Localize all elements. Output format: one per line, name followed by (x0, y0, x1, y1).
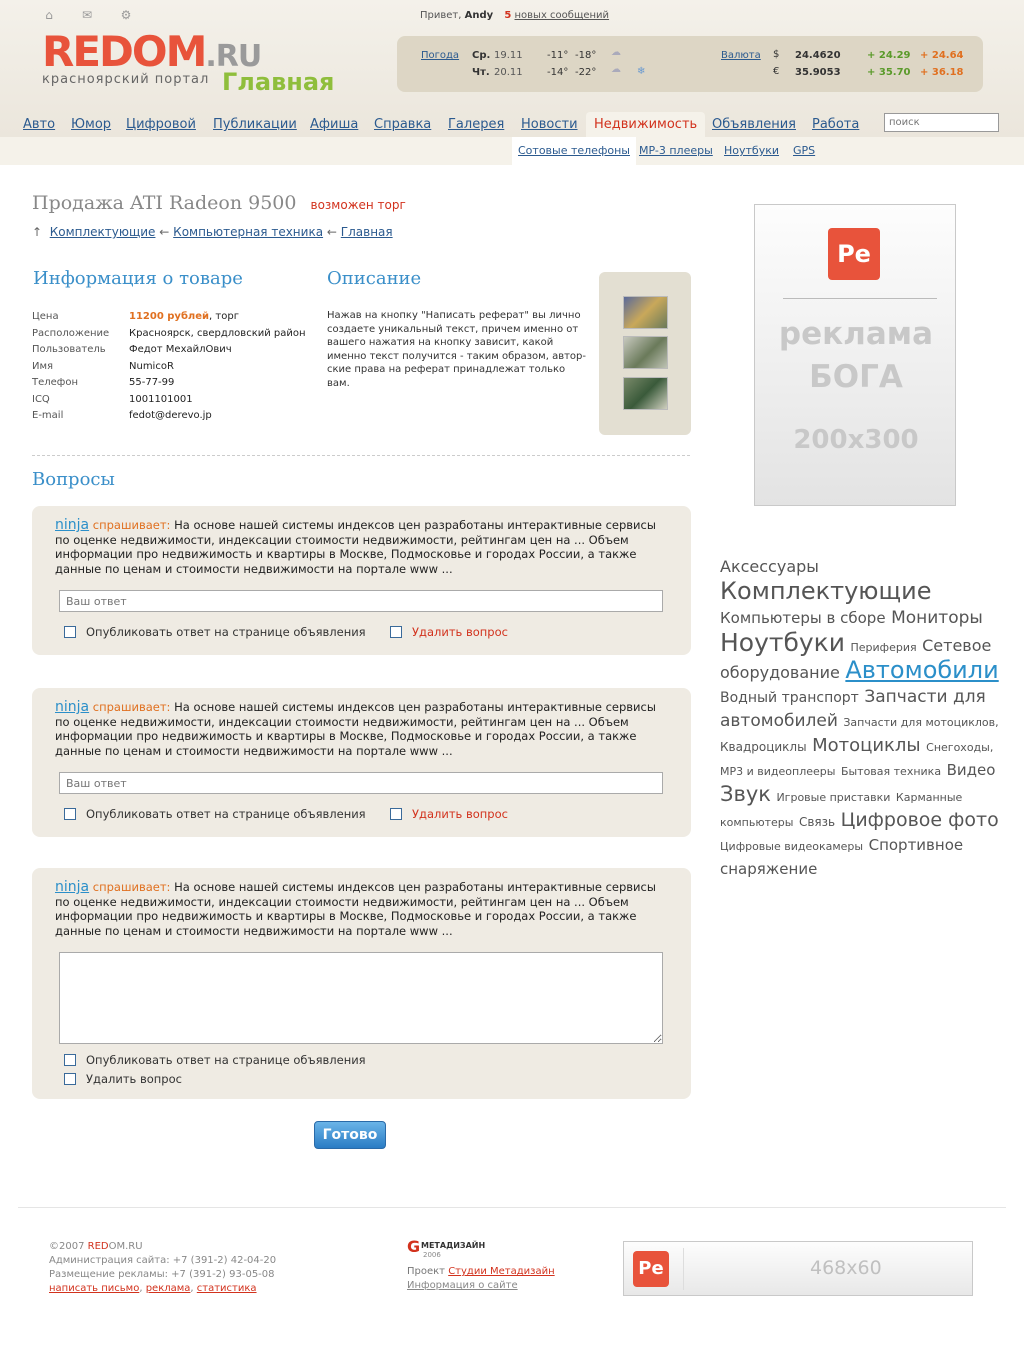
photo-thumb[interactable] (623, 377, 668, 410)
mail-icon[interactable]: ✉ (81, 8, 93, 22)
crumb-computers[interactable]: Компьютерная техника (173, 225, 324, 239)
info-heading: Информация о товаре (33, 268, 243, 289)
nav-jobs[interactable]: Работа (812, 117, 860, 132)
tag-link[interactable]: Мониторы (891, 608, 983, 628)
subnav-mobile[interactable]: Сотовые телефоны (512, 137, 636, 165)
photo-thumb[interactable] (623, 336, 668, 369)
footer-contacts: ©2007 REDOM.RU Администрация сайта: +7 (391-2) 42-04-20 Размещение рекламы: +7 (391-2) 93-05-08 написать письмо, реклама, статистика (49, 1241, 277, 1294)
nav-help[interactable]: Справка (374, 117, 432, 132)
tag-link[interactable]: Игровые приставки (776, 791, 891, 804)
description-heading: Описание (327, 268, 422, 289)
question-author[interactable]: ninja (55, 699, 90, 715)
breadcrumb: ↑ Комплектующие ← Компьютерная техника ← Главная (32, 225, 393, 239)
question-text: ninja спрашивает: На основе нашей системы индексов цен разработаны интерактивные сервисы по оценке недвижимости, индексации стоимости недвижимости, рейтингам цен на ... Объем информации про недвижимость и квартиры в Москве, Подмосковье и городах России, а также данные по ценам и стоимости недвижимости на портале www ... (55, 517, 656, 576)
description-text: Нажав на кнопку "Написать реферат" вы лично создаете уникальный текст, причем именно от вашего нажатия на кнопку зависит, какой именно текст получится - таким образом, автор-ские права на реферат принадлежат только вам. (327, 310, 586, 389)
question-text: ninja спрашивает: На основе нашей системы индексов цен разработаны интерактивные сервисы по оценке недвижимости, индексации стоимости недвижимости, рейтингам цен на ... Объем информации про недвижимость и квартиры в Москве, Подмосковье и городах России, а также данные по ценам и стоимости недвижимости на портале www ... (55, 879, 656, 938)
question-author[interactable]: ninja (55, 517, 90, 533)
crumb-components[interactable]: Комплектующие (49, 225, 156, 239)
tagline: красноярский портал (42, 72, 210, 87)
answer-input[interactable] (59, 590, 663, 612)
photo-thumb[interactable] (623, 296, 668, 329)
nav-realty[interactable]: Недвижимость (586, 112, 705, 137)
tag-link[interactable]: Комплектующие (720, 577, 932, 605)
publish-option[interactable]: Опубликовать ответ на странице объявления (64, 1053, 366, 1067)
tag-link[interactable]: Цифровые видеокамеры (720, 840, 864, 853)
nav-news[interactable]: Новости (521, 117, 578, 132)
tag-link[interactable]: Аксессуары (720, 557, 819, 576)
divider (32, 455, 690, 456)
publish-option[interactable]: Опубликовать ответ на странице объявления (64, 625, 366, 639)
tag-link[interactable]: Бытовая техника (840, 765, 942, 778)
nav-gallery[interactable]: Галерея (448, 117, 505, 132)
tag-link[interactable]: Запчасти для мотоциклов, (843, 716, 999, 729)
nav-humor[interactable]: Юмор (71, 117, 112, 132)
up-arrow-icon: ↑ (32, 225, 43, 239)
logo[interactable]: REDOM.RU (42, 27, 262, 76)
tag-link[interactable]: Сетевое оборудование (720, 636, 992, 682)
tag-link[interactable]: Компьютеры в сборе (720, 609, 886, 627)
currency-link[interactable]: Валюта (721, 50, 761, 61)
footer-studio: G МЕТАДИЗАЙН 2006 Проект Студии Метадизайн Информация о сайте (407, 1237, 555, 1291)
submit-button[interactable]: Готово (314, 1121, 386, 1149)
tag-link[interactable]: Автомобили (845, 656, 999, 684)
question-card (32, 868, 691, 1099)
stats-link[interactable]: статистика (196, 1283, 257, 1294)
tag-link[interactable]: Связь (798, 815, 836, 829)
nav-digital[interactable]: Цифровой (126, 117, 196, 132)
nav-afisha[interactable]: Афиша (310, 117, 359, 132)
delete-option[interactable]: Удалить вопрос (390, 807, 508, 821)
answer-textarea[interactable] (59, 952, 663, 1044)
tag-link[interactable]: Снегоходы, MP3 и видеоплееры (720, 741, 994, 778)
tag-link[interactable]: Мотоциклы (812, 735, 921, 756)
studio-icon: G (407, 1237, 421, 1256)
side-ad-banner[interactable]: Pe реклама БОГА 200x300 (754, 204, 956, 506)
bargain-note: возможен торг (310, 198, 406, 212)
tag-link[interactable]: Квадроциклы (720, 740, 807, 754)
home-icon[interactable]: ⌂ (45, 8, 53, 22)
section-title: Главная (222, 68, 335, 96)
tag-link[interactable]: Карманные компьютеры (720, 791, 963, 829)
tag-link[interactable]: Запчасти для автомобилей (720, 687, 986, 731)
page-title: Продажа ATI Radeon 9500 возможен торг (32, 192, 406, 214)
tag-link[interactable]: Периферия (850, 641, 917, 654)
question-text: ninja спрашивает: На основе нашей системы индексов цен разработаны интерактивные сервисы по оценке недвижимости, индексации стоимости недвижимости, рейтингам цен на ... Объем информации про недвижимость и квартиры в Москве, Подмосковье и городах России, а также данные по ценам и стоимости недвижимости на портале www ... (55, 699, 656, 758)
subnav-notebooks[interactable]: Ноутбуки (724, 144, 780, 157)
ad-logo: Pe (828, 228, 880, 280)
ad-logo: Pe (633, 1251, 669, 1287)
delete-checkbox[interactable] (64, 1073, 76, 1085)
greeting: Привет, Andy 5 новых сообщений (420, 10, 610, 21)
footer-divider (18, 1207, 1006, 1208)
write-letter-link[interactable]: написать письмо (49, 1283, 140, 1294)
nav-classifieds[interactable]: Объявления (712, 117, 796, 132)
user-link[interactable]: Andy (464, 10, 494, 21)
snow-icon: ❄ (637, 66, 646, 77)
publish-option[interactable]: Опубликовать ответ на странице объявления (64, 807, 366, 821)
cloud-icon: ☁ (611, 47, 621, 58)
tag-link[interactable]: Видео (946, 761, 996, 779)
sub-nav (0, 137, 1024, 165)
crumb-home[interactable]: Главная (340, 225, 393, 239)
search-input[interactable] (884, 113, 999, 132)
publish-checkbox[interactable] (64, 1054, 76, 1066)
studio-logo[interactable]: G МЕТАДИЗАЙН 2006 (407, 1237, 486, 1259)
info-box: Погода Ср. 19.11 -11° -18° ☁ Чт. 20.11 -14° -22° ☁ ❄ Валюта $ 24.4620 + 24.29 + 24.64 € 35.9053 + 35.70 + 36.18 (397, 36, 983, 92)
questions-heading: Вопросы (32, 469, 115, 490)
delete-option[interactable]: Удалить вопрос (64, 1072, 182, 1086)
message-count: 5 (504, 10, 512, 21)
question-card (32, 688, 691, 837)
messages-link[interactable]: новых сообщений (514, 10, 610, 21)
publish-checkbox[interactable] (64, 808, 76, 820)
footer-ad-banner[interactable]: Pe 468x60 (623, 1241, 973, 1296)
publish-checkbox[interactable] (64, 626, 76, 638)
about-link[interactable]: Информация о сайте (407, 1280, 518, 1291)
tag-link[interactable]: Спортивное снаряжение (720, 836, 964, 878)
delete-option[interactable]: Удалить вопрос (390, 625, 508, 639)
settings-icon[interactable]: ⚙ (120, 8, 132, 22)
tag-link[interactable]: Цифровое фото (840, 809, 999, 831)
tag-cloud (720, 555, 1010, 882)
tag-link[interactable]: Ноутбуки (720, 628, 846, 657)
photo-gallery (599, 272, 691, 435)
header (0, 0, 1024, 137)
cloud-icon: ☁ (611, 64, 621, 75)
ads-link[interactable]: реклама (145, 1283, 191, 1294)
subnav-gps[interactable]: GPS (793, 144, 816, 157)
tag-link[interactable]: Звук (720, 782, 771, 806)
question-author[interactable]: ninja (55, 879, 90, 895)
subnav-mp3[interactable]: MP-3 плееры (639, 144, 713, 157)
delete-checkbox[interactable] (390, 808, 402, 820)
price-value: 11200 рублей (129, 311, 210, 322)
tag-link[interactable]: Водный транспорт (720, 690, 859, 706)
answer-input[interactable] (59, 772, 663, 794)
question-card (32, 506, 691, 655)
weather-link[interactable]: Погода (421, 50, 460, 61)
nav-publications[interactable]: Публикации (213, 117, 297, 132)
nav-auto[interactable]: Авто (23, 117, 56, 132)
studio-link[interactable]: Студии Метадизайн (448, 1266, 555, 1277)
delete-checkbox[interactable] (390, 626, 402, 638)
